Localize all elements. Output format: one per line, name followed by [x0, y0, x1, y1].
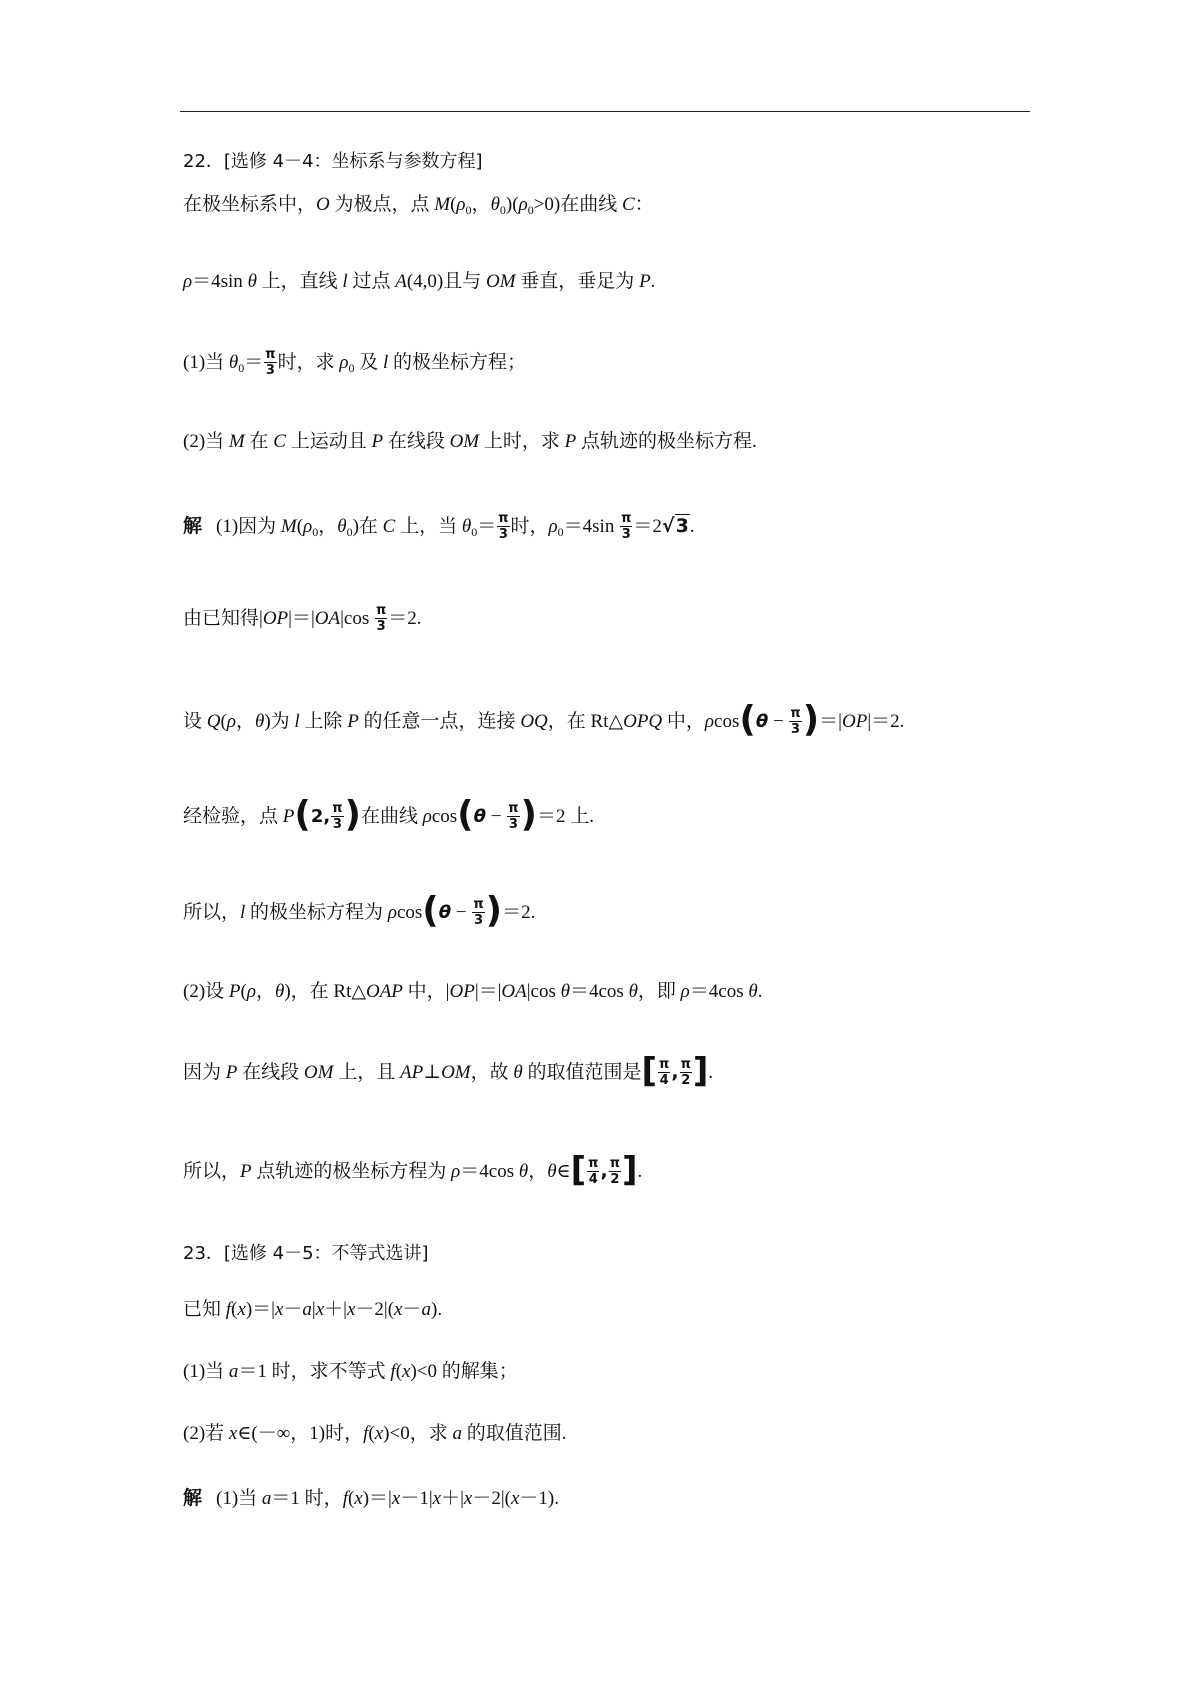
q22-sol4: 经检验，点 P(2, $\frac{\pi}{3}$ )在曲线 ρcos(θ − $\frac{\pi}{3}$ )＝2 上.: [183, 793, 594, 835]
fraction: $\frac{\pi}{3}$: [508, 801, 519, 833]
fraction: $\frac{\pi}{4}$: [588, 1156, 599, 1188]
q22-sol3: 设 Q(ρ，θ)为 l 上除 P 的任意一点，连接 OQ，在 Rt△OPQ 中，ρcos(θ − $\frac{\pi}{3}$ )＝|OP|＝2.: [183, 698, 905, 740]
sqrt: √3: [661, 515, 689, 537]
q22-sol8: 所以，P 点轨迹的极坐标方程为 ρ＝4cos θ，θ∈[ $\frac{\pi}{4}$ , $\frac{\pi}{2}$ ].: [183, 1149, 643, 1190]
q23-part1: (1)当 a＝1 时，求不等式 f(x)<0 的解集；: [183, 1361, 518, 1382]
q22-heading: 22．[选修 4－4：坐标系与参数方程]: [183, 151, 483, 172]
fraction: $\frac{\pi}{4}$: [659, 1057, 670, 1089]
solution-label: 解: [183, 515, 203, 537]
fraction: $\frac{\pi}{3}$: [621, 511, 632, 543]
q22-part2: (2)当 M 在 C 上运动且 P 在线段 OM 上时，求 P 点轨迹的极坐标方程.: [183, 431, 757, 452]
q22-stem-a: 在极坐标系中，O 为极点，点 $M(\rho_0$，$\theta_0)(\rho_0>0)$在曲线 C：: [183, 194, 654, 217]
fraction: $\frac{\pi}{3}$: [498, 511, 509, 543]
q23-stem: 已知 f(x)＝|x－a|x＋|x－2|(x－a).: [183, 1299, 443, 1320]
fraction: $\frac{\pi}{2}$: [680, 1057, 691, 1089]
q22-sol5: 所以，l 的极坐标方程为 ρcos(θ − $\frac{\pi}{3}$ )＝2.: [183, 889, 536, 931]
q22-sol2: 由已知得|OP|＝|OA|cos $\frac{\pi}{3}$ ＝2.: [183, 603, 422, 635]
q22-sol1: 解 (1)因为 $M(\rho_0$，$\theta_0$)在 C 上，当 $\theta_0=$ $\frac{\pi}{3}$ 时，$\rho_0=4\sin$ $\frac{\pi}{3}$ ＝2√3.: [183, 511, 695, 543]
q22-sol6: (2)设 P(ρ，θ)，在 Rt△OAP 中，|OP|＝|OA|cos θ＝4cos θ，即 ρ＝4cos θ.: [183, 981, 763, 1002]
fraction: $\frac{\pi}{3}$: [375, 603, 387, 635]
fraction: $\frac{\pi}{3}$: [265, 347, 276, 379]
fraction: $\frac{\pi}{2}$: [609, 1156, 620, 1188]
header-rule: [180, 111, 1030, 112]
q23-heading: 23．[选修 4－5：不等式选讲]: [183, 1243, 429, 1264]
fraction: $\frac{\pi}{3}$: [473, 897, 484, 929]
q23-part2: (2)若 x∈(－∞，1)时，f(x)<0，求 a 的取值范围.: [183, 1423, 567, 1444]
fraction: $\frac{\pi}{3}$: [332, 801, 343, 833]
q23-sol1: 解 (1)当 a＝1 时，f(x)＝|x－1|x＋|x－2|(x－1).: [183, 1487, 559, 1509]
solution-label: 解: [183, 1487, 203, 1509]
q22-part1: (1)当 $\theta_0=$ $\frac{\pi}{3}$ 时，求 $\rho_0$ 及 l 的极坐标方程；: [183, 347, 527, 379]
q22-sol7: 因为 P 在线段 OM 上，且 AP⊥OM，故 θ 的取值范围是[ $\frac{\pi}{4}$ , $\frac{\pi}{2}$ ].: [183, 1050, 714, 1091]
fraction: $\frac{\pi}{3}$: [790, 706, 801, 738]
q22-stem-b: ρ＝4sin θ 上，直线 l 过点 A(4,0)且与 OM 垂直，垂足为 P.: [183, 271, 656, 292]
